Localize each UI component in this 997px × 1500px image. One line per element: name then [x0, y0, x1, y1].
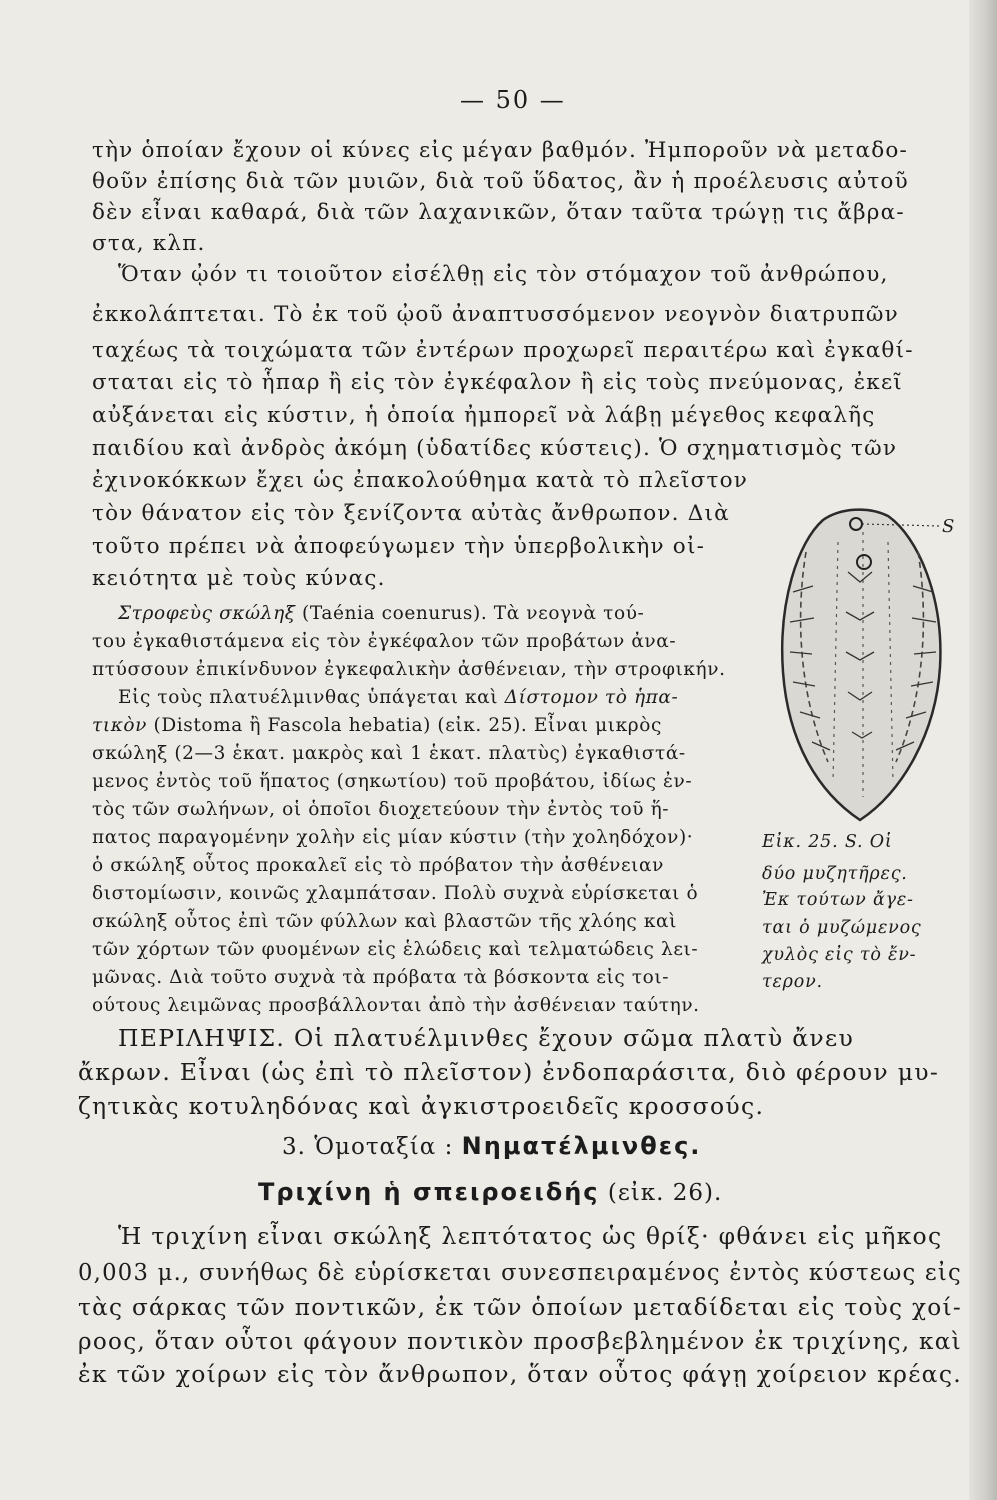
figure-caption-line: τερον. [762, 972, 823, 992]
small-line: Εἰς τοὺς πλατυέλμινθας ὑπάγεται καὶ Δίστομον τὸ ἡπα- [118, 687, 679, 708]
figure-caption-line: δύο μυζητῆρες. [762, 864, 908, 884]
figure-caption-line: Ἐκ τούτων ἄγε- [762, 890, 914, 910]
summary-line: ζητικὰς κοτυληδόνας καὶ ἀγκιστροειδεῖς κροσσούς. [78, 1092, 765, 1120]
small-line: τικὸν (Distoma ἢ Fascola hebatia) (εἰκ. 25). Εἶναι μικρὸς [92, 715, 662, 736]
term-italic: τικὸν [92, 715, 148, 736]
class-heading: 3. Ὁμοταξία : Νηματέλμινθες. [282, 1132, 702, 1160]
species-name: Τριχίνη ἡ σπειροειδής [258, 1178, 600, 1206]
small-line: μενος ἐντὸς τοῦ ἥπατος (σηκωτίου) τοῦ προβάτου, ἰδίως ἐν- [92, 771, 693, 792]
term-italic: Στροφεὺς σκώληξ [118, 603, 296, 624]
text-line: τοῦτο πρέπει νὰ ἀποφεύγωμεν τὴν ὑπερβολικὴν οἰ- [92, 534, 706, 559]
text-line: δὲν εἶναι καθαρά, διὰ τῶν λαχανικῶν, ὅταν ταῦτα τρώγῃ τις ἄβρα- [92, 200, 905, 225]
small-line: πτύσσουν ἐπικίνδυνον ἐγκεφαλικὴν ἀσθένειαν, τὴν στροφικήν. [92, 659, 726, 680]
text-line: τὸν θάνατον εἰς τὸν ξενίζοντα αὐτὰς ἄνθρωπον. Διὰ [92, 501, 730, 526]
final-line: 0,003 μ., συνήθως δὲ εὑρίσκεται συνεσπειραμένος ἐντὸς κύστεως εἰς [78, 1258, 962, 1286]
small-line: τῶν χόρτων τῶν φυομένων εἰς ἑλώδεις καὶ τελματώδεις λει- [92, 939, 699, 960]
small-line: μῶνας. Διὰ τοῦτο συχνὰ τὰ πρόβατα τὰ βόσκοντα εἰς τοι- [92, 967, 670, 988]
small-line: σκώληξ (2—3 ἑκατ. μακρὸς καὶ 1 ἑκατ. πλατὺς) ἐγκαθιστά- [92, 743, 686, 764]
figure-caption-line: ται ὁ μυζώμενος [762, 918, 922, 938]
small-line: τὸς τῶν σωλήνων, οἱ ὁποῖοι διοχετεύουν τὴν ἐντὸς τοῦ ἥ- [92, 799, 670, 820]
class-name: Νηματέλμινθες. [461, 1132, 702, 1160]
text-line: παιδίου καὶ ἀνδρὸς ἀκόμη (ὑδατίδες κύστεις). Ὁ σχηματισμὸς τῶν [92, 436, 898, 461]
figure-caption-line: Εἰκ. 25. S. Οἱ [762, 832, 893, 852]
final-line: τὰς σάρκας τῶν ποντικῶν, ἐκ τῶν ὁποίων μεταδίδεται εἰς τοὺς χοί- [78, 1293, 962, 1321]
text-line: Ὅταν ᾠόν τι τοιοῦτον εἰσέλθῃ εἰς τὸν στόμαχον τοῦ ἀνθρώπου, [118, 262, 889, 287]
small-line: διστομίωσιν, κοινῶς χλαμπάτσαν. Πολὺ συχνὰ εὑρίσκεται ὁ [92, 883, 699, 904]
text-line: ταχέως τὰ τοιχώματα τῶν ἐντέρων προχωρεῖ περαιτέρω καὶ ἐγκαθί- [92, 338, 914, 363]
text-line: αὐξάνεται εἰς κύστιν, ἡ ὁποία ἠμπορεῖ νὰ λάβῃ μέγεθος κεφαλῆς [92, 403, 876, 428]
term-italic: Δίστομον τὸ ἡπα- [504, 687, 679, 708]
final-line: ἐκ τῶν χοίρων εἰς τὸν ἄνθρωπον, ὅταν οὗτος φάγῃ χοίρειον κρέας. [78, 1360, 963, 1388]
small-line: ούτους λειμῶνας προσβάλλονται ἀπὸ τὴν ἀσθένειαν ταύτην. [92, 995, 700, 1016]
liver-fluke-illustration [768, 502, 958, 824]
small-line: σκώληξ οὗτος ἐπὶ τῶν φύλλων καὶ βλαστῶν τῆς χλόης καὶ [92, 911, 677, 932]
text-line: ἐκκολάπτεται. Τὸ ἐκ τοῦ ᾠοῦ ἀναπτυσσόμενον νεογνὸν διατρυπῶν [92, 302, 899, 327]
text-line: τὴν ὁποίαν ἔχουν οἱ κύνες εἰς μέγαν βαθμόν. Ἠμποροῦν νὰ μεταδο- [92, 138, 908, 163]
final-line: ροος, ὅταν οὗτοι φάγουν ποντικὸν προσβεβλημένον ἐκ τριχίνης, καὶ [78, 1327, 962, 1355]
subheading: Τριχίνη ἡ σπειροειδής (εἰκ. 26). [258, 1178, 723, 1206]
page-edge [969, 0, 997, 1500]
text-line: ἐχινοκόκκων ἔχει ὡς ἐπακολούθημα κατὰ τὸ πλεῖστον [92, 468, 749, 493]
text-line: κειότητα μὲ τοὺς κύνας. [92, 566, 386, 591]
summary-line: ΠΕΡΙΛΗΨΙΣ. Οἱ πλατυέλμινθες ἔχουν σῶμα πλατὺ ἄνευ [118, 1024, 855, 1052]
small-line: πατος παραγομένην χολὴν εἰς μίαν κύστιν (τὴν χοληδόχον)· [92, 827, 694, 848]
figure-caption-line: χυλὸς εἰς τὸ ἔν- [762, 945, 917, 965]
figure-label: S [942, 516, 955, 537]
text-line: θοῦν ἐπίσης διὰ τῶν μυιῶν, διὰ τοῦ ὕδατος, ἂν ἡ προέλευσις αὐτοῦ [92, 169, 909, 194]
page-number: — 50 — [460, 86, 566, 114]
text-line: στα, κλπ. [92, 231, 206, 256]
final-line: Ἡ τριχίνη εἶναι σκώληξ λεπτότατος ὡς θρίξ· φθάνει εἰς μῆκος [118, 1222, 943, 1250]
text-line: σταται εἰς τὸ ἧπαρ ἢ εἰς τὸν ἐγκέφαλον ἢ εἰς τοὺς πνεύμονας, ἐκεῖ [92, 370, 903, 395]
summary-line: ἄκρων. Εἶναι (ὡς ἐπὶ τὸ πλεῖστον) ἐνδοπαράσιτα, διὸ φέρουν μυ- [78, 1058, 940, 1086]
small-line: του ἐγκαθιστάμενα εἰς τὸν ἐγκέφαλον τῶν προβάτων ἀνα- [92, 631, 677, 652]
small-line: ὁ σκώληξ οὗτος προκαλεῖ εἰς τὸ πρόβατον τὴν ἀσθένειαν [92, 855, 664, 876]
small-line: Στροφεὺς σκώληξ (Taénia coenurus). Τὰ νεογνὰ τού- [118, 603, 645, 624]
